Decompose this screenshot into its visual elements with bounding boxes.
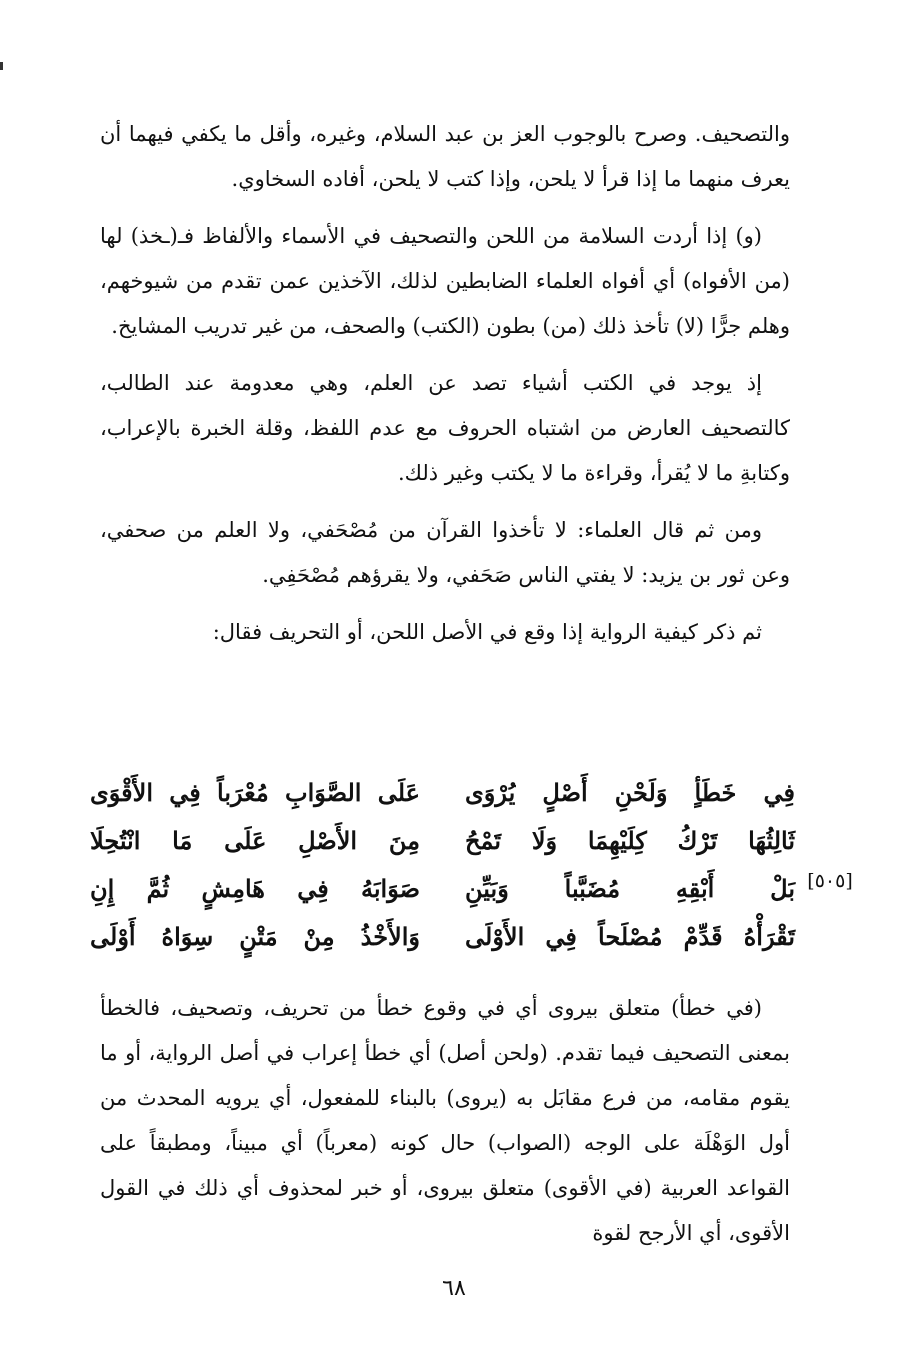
top-text-block — [100, 112, 790, 655]
verse-second-hemistich: صَوَابَهُ فِي هَامِشٍ ثُمَّ إِنِ — [90, 873, 420, 903]
verse-first-hemistich: بَلْ أَبْقِهِ مُضَبَّباً وَبَيِّنِ — [465, 873, 795, 903]
verse-line — [90, 912, 795, 960]
verse-line — [90, 816, 795, 864]
poem-block — [90, 768, 795, 960]
verse-first-hemistich: فِي خَطَأٍ وَلَحْنِ أَصْلٍ يُرْوَى — [465, 777, 795, 807]
commentary-paragraph: (في خطأ) متعلق بيروى أي في وقوع خطأ من تحريف، وتصحيف، فالخطأ بمعنى التصحيف فيما تقدم. (ولحن أصل) أي خطأ إعراب في أصل الرواية، أو ما يقوم مقامه، من فرع مقابَل به (يروى) بالبناء للمفعول، أي يرويه المحدث من أول الوَهْلَة على الوجه (الصواب) حال كونه (معرباً) أي مبيناً، ومطبقاً على القواعد العربية (في الأقوى) متعلق بيروى، أو خبر لمحذوف أي ذلك في القول الأقوى، أي الأرجح لقوة — [100, 996, 790, 1245]
verse-line — [90, 768, 795, 816]
page-edge-mark — [0, 62, 3, 70]
verse-line — [90, 864, 795, 912]
verse-first-hemistich: ثَالِثُهَا تَرْكُ كِلَيْهِمَا وَلَا تَمْحُ — [465, 825, 795, 855]
paragraph-1: والتصحيف. وصرح بالوجوب العز بن عبد السلام، وغيره، وأقل ما يكفي فيهما أن يعرف منهما ما إذا قرأ لا يلحن، وإذا كتب لا يلحن، أفاده السخاوي. — [100, 122, 790, 191]
verse-second-hemistich: وَالأَخْذُ مِنْ مَتْنٍ سِوَاهُ أَوْلَى — [90, 921, 420, 951]
verse-number: [٥٠٥] — [807, 870, 853, 892]
paragraph-4: ومن ثم قال العلماء: لا تأخذوا القرآن من مُصْحَفي، ولا العلم من صحفي، وعن ثور بن يزيد: لا يفتي الناس صَحَفي، ولا يقرؤهم مُصْحَفِي. — [100, 518, 790, 587]
paragraph-2: (و) إذا أردت السلامة من اللحن والتصحيف في الأسماء والألفاظ فـ(ـخذ) لها (من الأفواه) أي أفواه العلماء الضابطين لذلك، الآخذين عمن تقدم من شيوخهم، وهلم جرًّا (لا) تأخذ ذلك (من) بطون (الكتب) والصحف، من غير تدريب المشايخ. — [100, 224, 790, 338]
verse-second-hemistich: عَلَى الصَّوَابِ مُعْرَباً فِي الأَقْوَى — [90, 777, 420, 807]
paragraph-5: ثم ذكر كيفية الرواية إذا وقع في الأصل اللحن، أو التحريف فقال: — [212, 620, 762, 644]
verse-first-hemistich: تَقْرَأْهُ قَدِّمْ مُصْلَحاً فِي الأَوْلَى — [465, 921, 795, 951]
page-number: ٦٨ — [442, 1276, 466, 1301]
paragraph-3: إذ يوجد في الكتب أشياء تصد عن العلم، وهي معدومة عند الطالب، كالتصحيف العارض من اشتباه الحروف مع عدم اللفظ، وقلة الخبرة بالإعراب، وكتابةِ ما لا يُقرأ، وقراءة ما لا يكتب وغير ذلك. — [100, 371, 790, 485]
verse-second-hemistich: مِنَ الأَصْلِ عَلَى مَا انْتُحِلَا — [90, 825, 420, 855]
commentary-block — [100, 986, 790, 1256]
